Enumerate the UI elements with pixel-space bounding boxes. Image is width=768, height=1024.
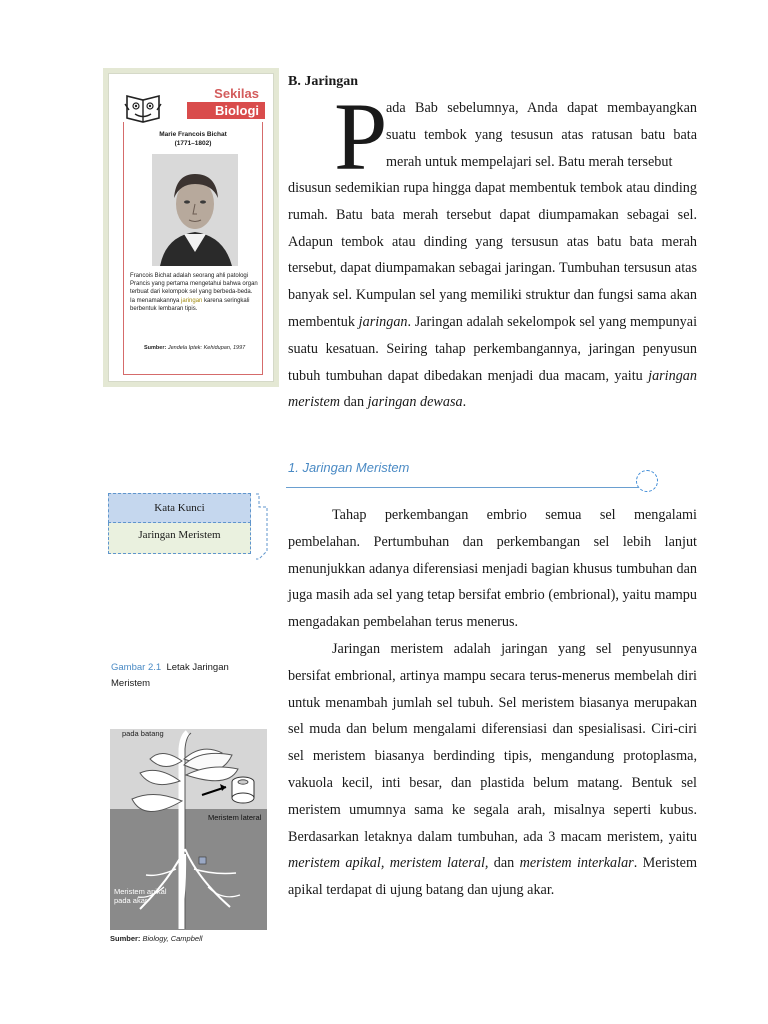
label-meristem-lateral: Meristem lateral bbox=[208, 813, 262, 822]
sekilas-source bbox=[144, 345, 258, 351]
paragraph-intro-rest bbox=[288, 175, 697, 416]
sekilas-frame bbox=[123, 122, 263, 375]
kata-kunci-box bbox=[108, 493, 251, 554]
person-name: Marie Francois Bichat bbox=[159, 131, 227, 138]
sekilas-title-bottom: Biologi bbox=[187, 102, 265, 119]
paragraph-intro-first-lines: ada Bab sebelumnya, Anda dapat membayangkan suatu tembok yang tesusun atas ratusan batu bata merah untuk mempelajari sel. Batu merah tersebut bbox=[386, 100, 697, 170]
sekilas-biologi-box bbox=[108, 73, 274, 382]
paragraph-meristem-1: Tahap perkembangan embrio semua sel mengalami pembelahan. Pertumbuhan dan perkembangan sel lebih lanjut menunjukkan adanya diferensiasi menjadi bagian khusus tumbuhan dan juga masih ada sel yang tetap bersifat embrio (embrional), yaitu mampu mengadakan pembelahan terus menerus. bbox=[288, 507, 697, 631]
figure-caption-text: Letak Jaringan Meristem bbox=[111, 662, 229, 689]
section-heading-b: B. Jaringan bbox=[288, 74, 359, 89]
source-label: Sumber: bbox=[110, 934, 141, 943]
italic-term: meristem interkalar bbox=[519, 855, 634, 872]
sekilas-highlight: jaringan bbox=[181, 297, 203, 304]
person-years: (1771–1802) bbox=[174, 140, 212, 147]
figure-source bbox=[110, 934, 202, 943]
italic-term: meristem apikal, meristem lateral, bbox=[288, 855, 489, 872]
sekilas-text-part: karena seringkali berbentuk lembaran tipis. bbox=[130, 297, 250, 312]
italic-term: jaringan bbox=[358, 313, 408, 330]
sekilas-description bbox=[130, 272, 258, 313]
text-span: disusun sedemikian rupa hingga dapat membentuk tembok atau dinding rumah. Batu bata merah tersebut dapat diumpamakan sebagai sel. Adapun tembok atau dinding yang tersusun atas batu bata merah tersebut, dapat diumpamakan sebagai jaringan. Tumbuhan tersusun atas banyak sel. Kumpulan sel yang memiliki struktur dan fungsi sama akan membentuk bbox=[288, 180, 697, 330]
label-pada-batang: pada batang bbox=[122, 729, 164, 738]
text-span: . Meristem apikal terdapat di ujung batang dan ujung akar. bbox=[288, 855, 697, 899]
italic-term: jaringan meristem bbox=[288, 367, 697, 411]
text-span: dan bbox=[340, 394, 368, 411]
source-value: Jendela Iptek: Kehidupan, 1997 bbox=[167, 345, 246, 351]
figure-caption bbox=[111, 660, 261, 692]
kata-kunci-title: Kata Kunci bbox=[108, 493, 251, 523]
sekilas-title-top: Sekilas bbox=[214, 86, 259, 101]
drop-cap: P bbox=[334, 83, 388, 190]
figure-number: Gambar 2.1 bbox=[111, 662, 162, 673]
label-root-line1: Meristem apikal bbox=[114, 887, 167, 896]
kata-kunci-item: Jaringan Meristem bbox=[108, 523, 251, 554]
section-divider bbox=[286, 487, 638, 488]
person-name-block bbox=[124, 130, 262, 148]
text-span: . bbox=[462, 394, 467, 411]
source-value: Biology, Campbell bbox=[142, 934, 203, 943]
text-span: . Jaringan adalah sekelompok sel yang mempunyai suatu kesatuan. Seiring tahap perkembangannya, jaringan penyusun tubuh tumbuhan dapat dibedakan menjadi dua macam, yaitu bbox=[288, 313, 698, 384]
decorative-circle-icon bbox=[636, 470, 658, 492]
book-mascot-icon bbox=[123, 88, 163, 124]
text-span: dan bbox=[488, 855, 520, 872]
italic-term: jaringan dewasa bbox=[367, 394, 463, 411]
source-label: Sumber: bbox=[144, 345, 167, 351]
sekilas-text-part: Francois Bichat adalah seorang ahli patologi Prancis yang pertama mengetahui bahwa organ terbuat dari kelompok sel yang berbeda-beda. Ia menamakannya bbox=[130, 273, 258, 304]
bracket-decoration-icon bbox=[255, 493, 269, 561]
label-meristem-apikal bbox=[114, 887, 167, 905]
label-root-line2: pada akar bbox=[114, 896, 148, 905]
paragraph-meristem-2 bbox=[288, 636, 697, 904]
bichat-portrait bbox=[152, 154, 238, 266]
section-heading-1: 1. Jaringan Meristem bbox=[288, 460, 410, 475]
text-span: Jaringan meristem adalah jaringan yang sel penyusunnya bersifat embrional, artinya mampu secara terus-menerus membelah diri untuk menambah jumlah sel tubuh. Sel meristem biasanya merupakan sel muda dan belum mengalami diferensiasi dan spesialisasi. Ciri-ciri sel meristem biasanya berdinding tipis, mengandung protoplasma, vakuola kecil, inti besar, dan plastida belum matang. Bentuk sel meristem umumnya sama ke segala arah, misalnya seperti kubus. Berdasarkan letaknya dalam tumbuhan, ada 3 macam meristem, yaitu bbox=[288, 641, 697, 845]
plant-meristem-figure bbox=[110, 729, 267, 930]
